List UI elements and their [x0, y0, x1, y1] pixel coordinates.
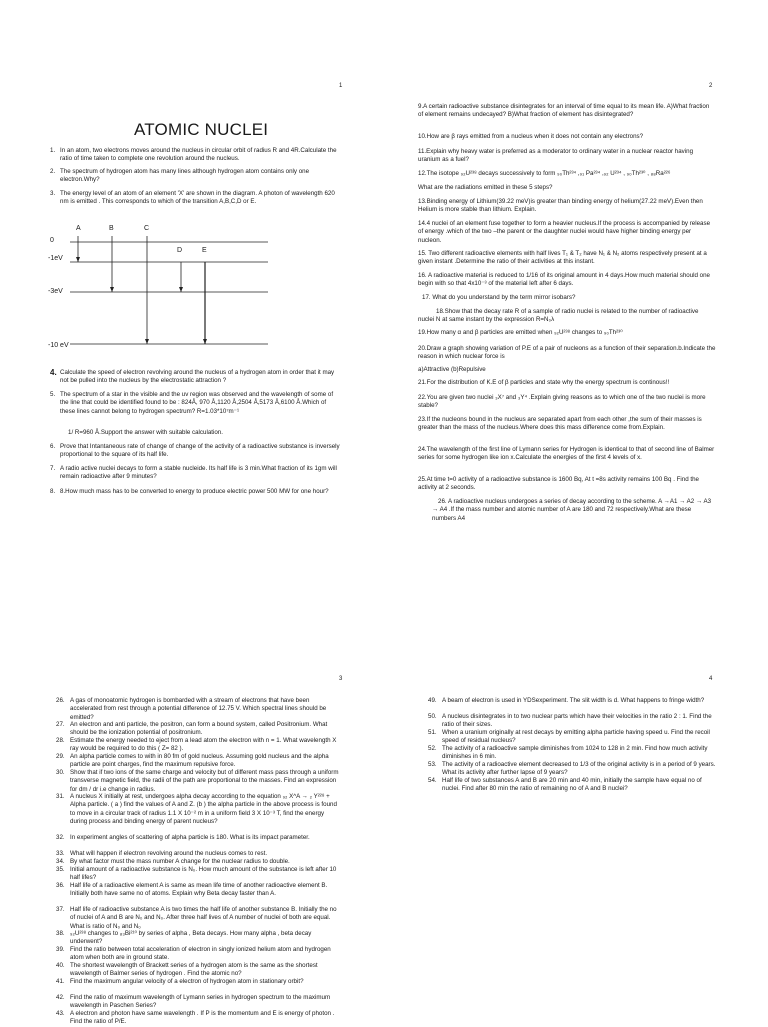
question-text: Find the ratio between total acceleration of electron in singly ionized helium atom and hydrogen atom when both are in ground state. — [70, 946, 331, 962]
question-2 — [50, 168, 342, 185]
question-17: 17. What do you understand by the term mirror isobars? — [422, 294, 576, 301]
question-number: 34. — [56, 858, 65, 865]
question-52 — [428, 745, 716, 762]
transition-label-c: C — [144, 225, 150, 232]
question-text: An electron and anti particle, the positron, can form a bound system, called Positronium. What should be the ionization potential of positronium. — [70, 721, 328, 737]
transition-label-d: D — [177, 247, 183, 254]
page-title: ATOMIC NUCLEI — [134, 120, 269, 139]
question-10: 10.How are β rays emitted from a nucleus when it does not contain any electrons? — [418, 133, 644, 140]
question-text: An alpha particle comes to with in 80 fm of gold nucleus. Assuming gold nucleus and the alpha particle are point charges, find the maximum repulsive force. — [70, 753, 329, 769]
question-number: 37. — [56, 906, 65, 913]
question-number: 43. — [56, 1010, 65, 1017]
question-text: In an atom, two electrons moves around the nucleus in circular orbit of radius R and 4R.Calculate the ratio of time taken to complete one revolution around the nucleus. — [60, 147, 337, 163]
question-25: 25.At time t=0 activity of a radioactive substance is 1600 Bq, At t =8s activity remains 100 Bq . Find the activity at 2 seconds. — [418, 476, 699, 492]
question-38 — [56, 930, 342, 947]
question-9: 9.A certain radioactive substance disintegrates for an interval of time equal to its mean life. A)What fraction of element remains undecayed? B)What fraction of element has disintegrated? — [418, 103, 710, 119]
question-number: 39. — [56, 946, 65, 953]
question-41 — [56, 978, 342, 986]
question-number: 28. — [56, 737, 65, 744]
question-text: The energy level of an atom of an element 'X' are shown in the diagram. A photon of wavelength 620 nm is emitted . This corresponds to which of the transition A,B,C,D or E. — [60, 190, 335, 206]
question-number: 26. — [56, 697, 65, 704]
question-36 — [56, 882, 342, 899]
question-text: 1/ R=960 Å.Support the answer with suitable calculation. — [68, 429, 223, 436]
question-40 — [56, 962, 342, 979]
question-31 — [56, 793, 342, 826]
question-number: 51. — [428, 729, 437, 736]
question-number: 4. — [50, 368, 57, 377]
question-text: A gas of monoatomic hydrogen is bombarded with a stream of electrons that have been accelerated from rest through a potential difference of 12.75 V. Which spectral lines should be emitted? — [70, 697, 327, 721]
question-text: Find the maximum angular velocity of a electron of hydrogen atom in stationary orbit? — [70, 978, 304, 985]
question-text: Half life of a radioactive element A is same as mean life time of another radioactive element B. Initially both have same no of atoms. Explain why Beta decay faster than A. — [70, 882, 328, 898]
question-6 — [50, 443, 342, 460]
question-text: When a uranium originally at rest decays by emitting alpha particle having speed u. Find the recoil speed of residual nucleus? — [442, 729, 710, 745]
question-text: What will happen if electron revolving around the nucleus comes to rest. — [70, 850, 268, 857]
question-number: 53. — [428, 761, 437, 768]
question-text: The activity of a radioactive element decreased to 1/3 of the original activity is in a period of 9 years. What its activity after further lapse of 9 years? — [442, 761, 716, 777]
question-13: 13.Binding energy of Lithium(39.22 meV)is greater than binding energy of helium(27.22 meV).Even then Helium is more stable than lithium. Explain. — [418, 198, 703, 214]
question-text: ₉₂U²³⁸ changes to ₈₃Bi²¹⁰ by series of alpha , Beta decays. How many alpha , beta decay underwent? — [70, 930, 312, 946]
question-text: A nucleus disintegrates in to two nuclear parts which have their velocities in the ratio 2 : 1. Find the ratio of their sizes. — [442, 713, 712, 729]
question-number: 50. — [428, 713, 437, 720]
level-label-3: -3eV — [48, 288, 63, 295]
question-text: A beam of electron is used in YDSexperiment. The slit width is d. What happens to fringe width? — [442, 697, 705, 704]
question-21: 21.For the distribution of K.E of β particles and state why the energy spectrum is continous!! — [418, 379, 670, 386]
question-12-sub: What are the radiations emitted in these 5 steps? — [418, 184, 553, 191]
question-number: 6. — [50, 443, 56, 450]
question-number: 42. — [56, 994, 65, 1001]
question-text: Initial amount of a radioactive substance is N₀. How much amount of the substance is left after 10 half lifes? — [70, 866, 337, 882]
transition-label-b: B — [109, 225, 114, 232]
question-text: The spectrum of a star in the visible and the uv region was observed and the wavelength of some of the line that could be identified found to be : 824Å, 970 Å,1120 Å,2504 Å,5173 Å,6100 Å.Which of these lines cannot belong to hydrogen spectrum? R=1.03*10⁷m⁻¹ — [60, 391, 334, 415]
question-number: 5. — [50, 391, 56, 398]
question-number: 3. — [50, 190, 56, 197]
page-number-3: 3 — [339, 676, 343, 682]
question-number: 31. — [56, 793, 65, 800]
question-39 — [56, 946, 342, 963]
question-20: 20.Draw a graph showing variation of P.E of a pair of nucleons as a function of their separation.b.Indicate the reason in which nuclear force is — [418, 345, 716, 361]
question-11: 11.Explain why heavy water is preferred as a moderator to ordinary water in a nuclear reactor having uranium as a fuel? — [418, 148, 694, 164]
question-20-sub: a)Attractive (b)Repulsive — [418, 366, 486, 373]
question-text: The activity of a radioactive sample diminishes from 1024 to 128 in 2 min. Find how much activity diminishes in 6 min. — [442, 745, 708, 761]
question-32 — [56, 834, 342, 842]
question-text: The spectrum of hydrogen atom has many lines although hydrogen atom contains only one electron.Why? — [60, 168, 310, 184]
question-54 — [428, 777, 716, 794]
question-51 — [428, 729, 716, 746]
question-22: 22.You are given two nuclei ₃X⁷ and ₃Y⁴ .Explain giving reasons as to which one of the two nuclei is more stable? — [418, 394, 706, 410]
question-text: The shortest wavelength of Brackett series of a hydrogen atom is the same as the shortest wavelength of Balmer series of hydrogen . Find the atomic no? — [70, 962, 318, 978]
question-number: 2. — [50, 168, 56, 175]
question-text: Show that if two ions of the same charge and velocity but of different mass pass through a uniform transverse magnetic field, the radii of the path are proportional to the masses. Find an expression for dm / dr i.e change in radius. — [70, 769, 339, 793]
question-19: 19.How many α and β particles are emitted when ₉₂U²³⁸ changes to ₉₀Th²³⁰ — [418, 329, 623, 336]
question-text: Half life of radioactive substance A is two times the half life of another substance B. Initially the no of nuclei of A and B are N₀ and N₀. After three half lives of A number of nuclei of both are equal. What is ratio of N₀ and N₀ — [70, 906, 337, 930]
question-37 — [56, 906, 342, 931]
question-number: 49. — [428, 697, 437, 704]
question-27 — [56, 721, 342, 738]
question-16: 16. A radioactive material is reduced to 1/16 of its original amount in 4 days.How much material should one begin with so that 4x10⁻³ of the material left after 6 days. — [418, 272, 711, 288]
question-number: 1. — [50, 147, 56, 154]
question-number: 38. — [56, 930, 65, 937]
question-number: 52. — [428, 745, 437, 752]
question-26b — [56, 697, 342, 722]
question-text: Half life of two substances A and B are 20 min and 40 min, initially the sample have equal no of nuclei. Find after 80 min the ratio of remaining no of A and B nuclei? — [442, 777, 702, 793]
page-number-1: 1 — [339, 83, 343, 89]
question-5 — [50, 391, 342, 416]
question-50 — [428, 713, 716, 730]
question-30 — [56, 769, 342, 794]
level-label-0: 0 — [50, 237, 54, 244]
question-text: 8.How much mass has to be converted to energy to produce electric power 500 MW for one hour? — [60, 488, 329, 495]
question-26: 26. A radioactive nucleus undergoes a series of decay according to the scheme. A →A1 → A2 → A3 → A4 .If the mass number and atomic number of A are 180 and 72 respectively.What are these numbers A4 — [432, 498, 712, 522]
question-text: A radio active nuclei decays to form a stable nucleide. Its half life is 3 min.What fraction of its 1gm will remain radioactive after 9 minutes? — [60, 465, 337, 481]
question-text: A electron and photon have same wavelength . If P is the momentum and E is energy of photon . Find the ratio of P/E. — [70, 1010, 335, 1026]
question-number: 29. — [56, 753, 65, 760]
question-8 — [50, 488, 342, 496]
transition-label-a: A — [76, 225, 81, 232]
question-7 — [50, 465, 342, 482]
question-text: By what factor must the mass number A change for the nuclear radius to double. — [70, 858, 290, 865]
question-18: 18.Show that the decay rate R of a sample of radio nuclei is related to the number of radioactive nuclei N at same instant by the expression R=N₀λ — [418, 308, 699, 324]
transition-label-e: E — [202, 247, 207, 254]
level-label-1: -1eV — [48, 255, 63, 262]
question-number: 32. — [56, 834, 65, 841]
question-number: 33. — [56, 850, 65, 857]
page-number-4: 4 — [709, 676, 713, 682]
question-4 — [50, 368, 342, 386]
question-number: 7. — [50, 465, 56, 472]
energy-level-svg — [48, 222, 288, 362]
question-number: 40. — [56, 962, 65, 969]
question-35 — [56, 866, 342, 883]
question-53 — [428, 761, 716, 778]
page-number-2: 2 — [709, 83, 713, 89]
question-text: Prove that Intantaneous rate of change of change of the activity of a radioactive substance is inversely proportional to the square of its half life. — [60, 443, 340, 459]
question-number: 36. — [56, 882, 65, 889]
question-text: In experiment angles of scattering of alpha particle is 180. What is its impact parameter. — [70, 834, 310, 841]
question-text: Estimate the energy needed to eject from a lead atom the electron with n = 1. What wavelength X ray would be required to do this ( Z= 82 ). — [70, 737, 337, 753]
question-28 — [56, 737, 342, 754]
question-number: 8. — [50, 488, 56, 495]
question-15: 15. Two different radioactive elements with half lives T₁ & T₂ have N₁ & N₂ atoms respectively present at a given instant .Determine the ratio of their activities at this instant. — [418, 250, 707, 266]
question-29 — [56, 753, 342, 770]
question-number: 35. — [56, 866, 65, 873]
level-label-10: -10 eV — [48, 342, 69, 349]
question-42 — [56, 994, 342, 1011]
question-text: Find the ratio of maximum wavelength of Lymann series in hydrogen spectrum to the maximum wavelength in Paschen Series? — [70, 994, 331, 1010]
question-1 — [50, 147, 342, 164]
question-23: 23.If the nucleons bound in the nucleus are separated apart from each other ,the sum of their masses is greater than the mass of the nucleus.Where does this mass difference come from.Explain. — [418, 416, 702, 432]
question-number: 27. — [56, 721, 65, 728]
question-12: 12.The isotope ₉₂U²³⁸ decays successively to form ₉₀Th²³⁴ ,₉₁ Pa²³⁴ ,₉₂ U²³⁴ , ₉₀Th²³⁰ , ₈₈Ra²²⁶ — [418, 170, 671, 177]
question-24: 24.The wavelength of the first line of Lymann series for Hydrogen is identical to that of second line of Balmer series for some hydrogen like ion x.Calculate the energies of the first 4 levels of x. — [418, 446, 715, 462]
question-number: 30. — [56, 769, 65, 776]
question-number: 54. — [428, 777, 437, 784]
question-text: A nucleus X initially at rest, undergoes alpha decay according to the equation ₉₂ X^A → ₂ Y²²⁸ + Alpha particle. ( a ) find the values of A and Z. (b ) the alpha particle in the above process is found to move in a circular track of radius 1.1 X 10⁻² m in a uniform field 3 X 10⁻³ T, find the energy during process and binding energy of parent nucleus? — [70, 793, 337, 825]
energy-level-diagram — [48, 222, 288, 362]
question-43 — [56, 1010, 342, 1027]
question-49 — [428, 697, 716, 705]
question-14: 14.4 nuclei of an element fuse together to form a heavier nucleus.If the process is accompanied by release of energy .which of the two –the parent or the daughter nuclei would have higher binding energy per nucleon. — [418, 220, 711, 244]
question-number: 41. — [56, 978, 65, 985]
question-3 — [50, 190, 342, 207]
question-text: Calculate the speed of electron revolving around the nucleus of a hydrogen atom in order that it may not be pulled into the nucleus by the electrostatic attraction ? — [60, 369, 335, 385]
question-5-note — [68, 429, 342, 437]
